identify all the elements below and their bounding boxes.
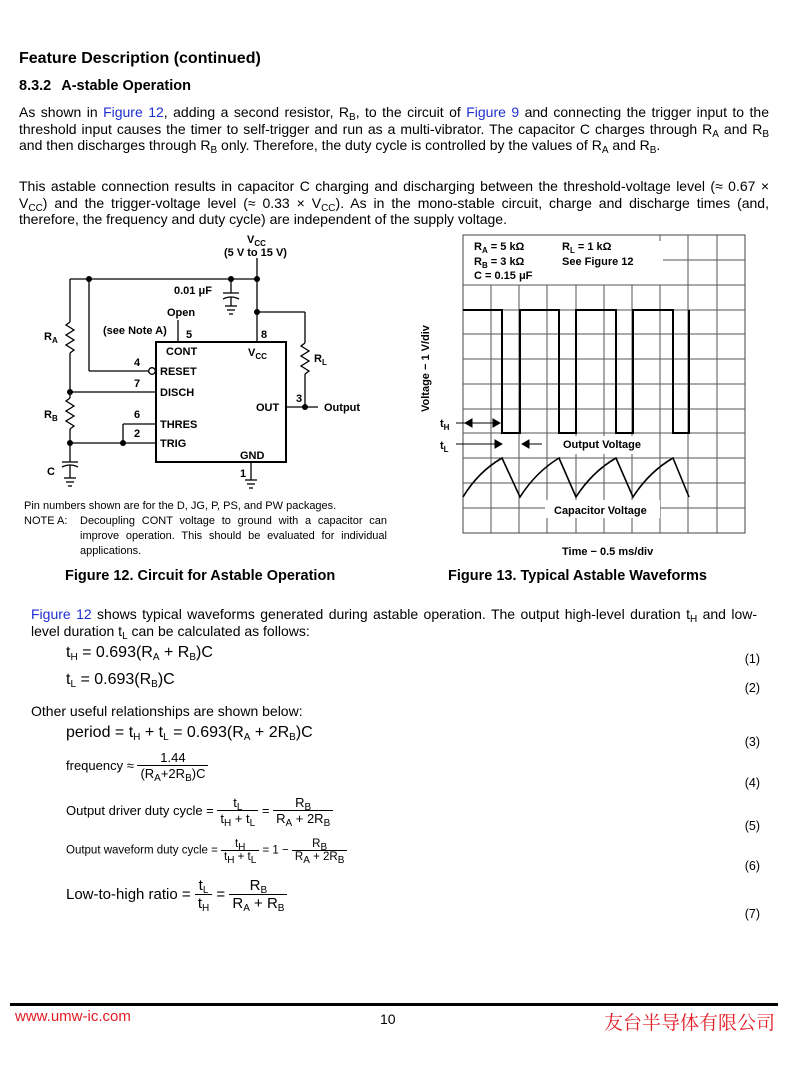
other-relationships-intro: Other useful relationships are shown below:	[31, 703, 303, 719]
link-figure-12-b[interactable]: Figure 12	[31, 606, 92, 622]
output-voltage-label: Output Voltage	[563, 439, 642, 451]
equation-1: $t_H = 0.693(R_A + R_B)C$	[66, 644, 213, 663]
figure-13-caption: Figure 13. Typical Astable Waveforms	[448, 568, 707, 584]
note-ref-label: (see Note A)	[103, 325, 167, 337]
pin-name-cont: CONT	[166, 346, 198, 358]
svg-text:RA = 5 kΩ: $R_A = 5$ kΩ	[474, 241, 525, 255]
link-figure-12[interactable]: Figure 12	[103, 104, 164, 120]
pin-2: 2	[134, 428, 141, 440]
equation-4: frequency ≈ $\frac{1.44}{(R_A+2R_B)C}$	[66, 750, 208, 781]
pin-8: 8	[261, 329, 268, 341]
figure-12-circuit-diagram	[0, 228, 400, 508]
svg-text:VCC: $V_{CC}$	[248, 347, 267, 361]
x-axis-label: Time − 0.5 ms/div	[562, 546, 654, 558]
svg-text:RL = 1 kΩ: $R_L = 1$ kΩ	[562, 241, 612, 255]
figure-13-waveform-chart	[405, 228, 765, 568]
figure-12-caption: Figure 12. Circuit for Astable Operation	[65, 568, 336, 584]
tl-label: $t_L$	[440, 440, 449, 454]
equation-2: $t_L = 0.693(R_B)C$	[66, 671, 175, 690]
pin-1: 1	[240, 468, 247, 480]
paragraph-astable-intro: As shown in Figure 12, adding a second resistor, $R_B$, to the circuit of Figure 9 and connecting the trigger input to the threshold input causes the timer to self-trigger and run as a multi-vibrator. The capacitor C charges through $R_A$ and $R_B$ and then discharges through $R_B$ only. Therefore, the duty cycle is controlled by the values of $R_A$ and $R_B$.	[19, 104, 770, 156]
subsection-title-text: A-stable Operation	[61, 78, 191, 94]
pin-7: 7	[134, 378, 141, 390]
section-title: Feature Description (continued)	[19, 50, 261, 67]
c-label: C	[47, 466, 55, 478]
equation-3-number: (3)	[744, 735, 760, 749]
equation-2-number: (2)	[744, 681, 760, 695]
vcc-range-label: (5 V to 15 V)	[224, 247, 287, 259]
equation-4-number: (4)	[744, 776, 760, 790]
subsection-title	[19, 78, 191, 94]
paragraph-waveforms: Figure 12 shows typical waveforms generated during astable operation. The output high-level duration $t_H$ and low-level duration $t_L$ can be calculated as follows:	[31, 606, 758, 642]
pin-name-reset: RESET	[160, 366, 197, 378]
equation-5-number: (5)	[744, 819, 760, 833]
footer-divider	[10, 1003, 778, 1006]
y-axis-label: Voltage − 1 V/div	[420, 325, 432, 412]
equation-3: period = $t_H + t_L = 0.693(R_A + 2R_B)C$	[66, 724, 313, 743]
paragraph-astable-levels: This astable connection results in capacitor C charging and discharging between the threshold-voltage level (≈ $0.67 \times V_{CC}$) and the trigger-voltage level (≈ $0.33 \times V_{CC}$). As in the mono-stable circuit, charge and discharge times (and, therefore, the frequency and duty cycle) are independent of the supply voltage.	[19, 178, 769, 227]
subsection-number: 8.3.2	[19, 78, 52, 94]
cap-value-label: 0.01 μF	[174, 285, 212, 297]
equation-6-number: (6)	[744, 859, 760, 873]
link-figure-9[interactable]: Figure 9	[466, 104, 520, 120]
rb-label: $R_B$	[44, 409, 58, 423]
note-a: NOTE A: Decoupling CONT voltage to ground with a capacitor can improve operation. This should be evaluated for individual applications.	[24, 515, 387, 557]
svg-text:RB = 3 kΩ: $R_B = 3$ kΩ	[474, 256, 525, 270]
pin-note: Pin numbers shown are for the D, JG, P, PS, and PW packages.	[24, 500, 337, 512]
capacitor-voltage-label: Capacitor Voltage	[554, 505, 647, 517]
pin-name-gnd: GND	[240, 450, 265, 462]
th-label: $t_H$	[440, 418, 450, 432]
pin-5: 5	[186, 329, 193, 341]
equation-6: Output waveform duty cycle = $\frac{t_H}{t_H + t_L}$ = 1 − $\frac{R_B}{R_A + 2R_B}$	[66, 838, 347, 863]
equation-7: Low-to-high ratio = $\frac{t_L}{t_H}$ = $\frac{R_B}{R_A + R_B}$	[66, 877, 287, 912]
open-label: Open	[167, 307, 196, 319]
svg-text:See Figure 12: See Figure 12	[562, 256, 634, 268]
pin-3: 3	[296, 393, 303, 405]
pin-6: 6	[134, 409, 141, 421]
pin-name-out: OUT	[256, 402, 280, 414]
pin-name-disch: DISCH	[160, 387, 195, 399]
pin-name-thres: THRES	[160, 419, 198, 431]
ra-label: $R_A$	[44, 331, 58, 345]
vcc-label: $V_{CC}$	[247, 234, 266, 248]
equation-5: Output driver duty cycle = $\frac{t_L}{t_H + t_L}$ = $\frac{R_B}{R_A + 2R_B}$	[66, 795, 333, 826]
page-number: 10	[380, 1011, 396, 1027]
pin-4: 4	[134, 357, 141, 369]
footer-company-name: 友台半导体有限公司	[603, 1012, 775, 1034]
footer-website-link[interactable]: www.umw-ic.com	[15, 1008, 131, 1025]
equation-7-number: (7)	[744, 907, 760, 921]
equation-1-number: (1)	[744, 652, 760, 666]
rl-label: $R_L$	[314, 353, 327, 367]
svg-text:C = 0.15 μF: C = 0.15 μF	[474, 270, 533, 282]
output-label: Output	[324, 402, 361, 414]
pin-name-trig: TRIG	[160, 438, 187, 450]
